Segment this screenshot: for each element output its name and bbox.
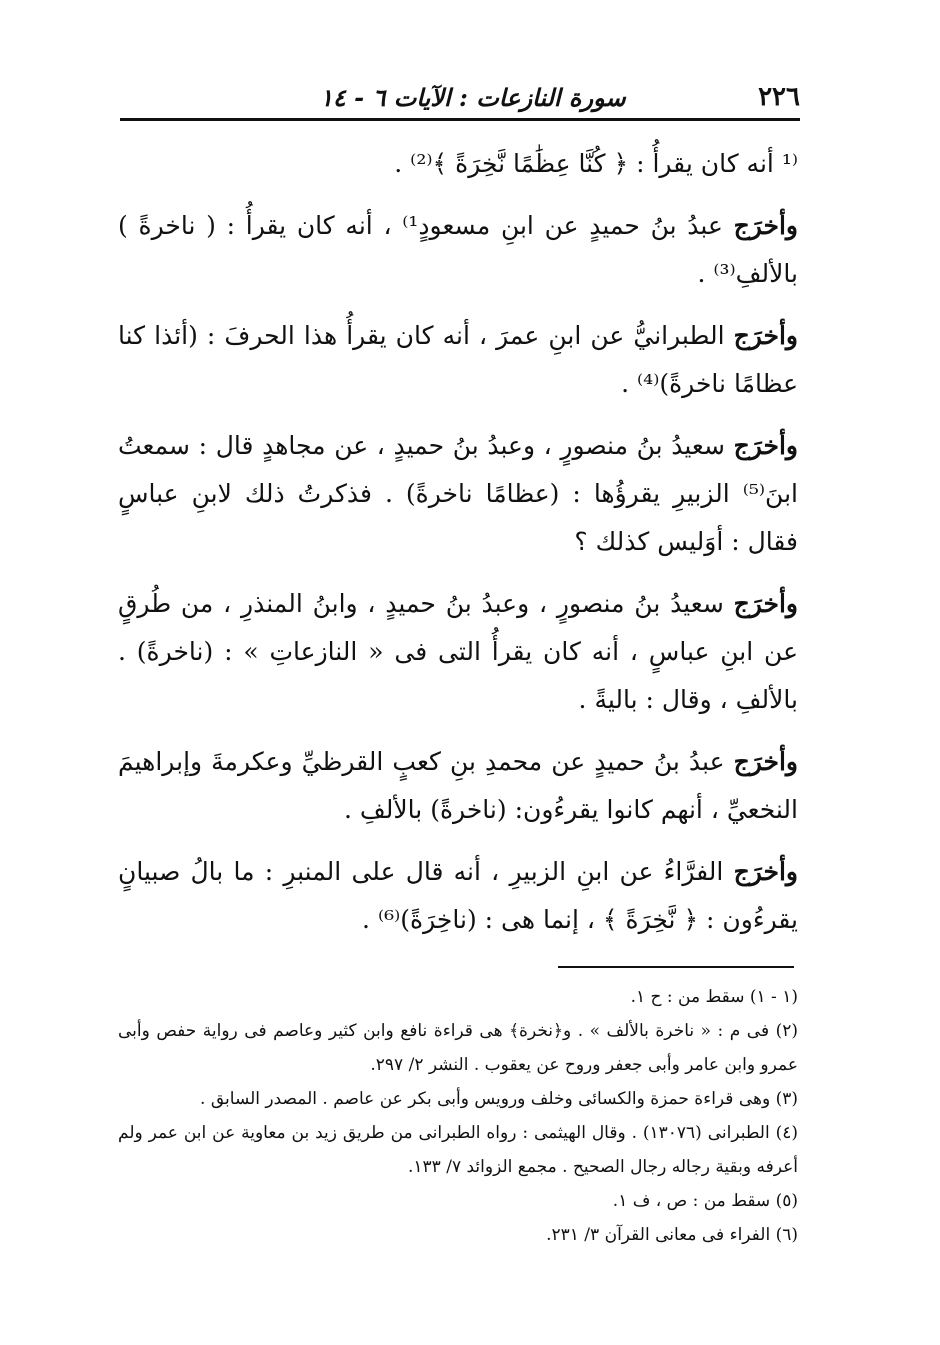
footnote-6: (٦) الفراء فى معانى القرآن ٣/ ٢٣١.	[546, 1225, 798, 1245]
footnote-5: (٥) سقط من : ص ، ف ١.	[612, 1191, 798, 1211]
footnote-1: (١ - ١) سقط من : ح ١.	[630, 987, 798, 1007]
paragraph-text: الطبرانيُّ عن ابنِ عمرَ ، أنه كان يقرأُ هذا الحرفَ : (أئذا كنا عظامًا ناخرةً)⁽⁴⁾ .	[118, 321, 798, 398]
footnote-2: (٢) فى م : « ناخرة بالألف » . و﴿نخرة﴾ هى قراءة نافع وابن كثير وعاصم فى رواية حفص وأبى عمرو وابن عامر وأبى جعفر وروح عن يعقوب . النشر ٢/ ٢٩٧.	[118, 1021, 798, 1075]
footnotes	[118, 980, 798, 1252]
paragraph-5	[118, 580, 798, 724]
running-title: سورة النازعات : الآيات ٦ - ١٤	[320, 83, 626, 112]
paragraph-3	[118, 312, 798, 408]
paragraph-4	[118, 422, 798, 566]
page-header	[120, 68, 800, 112]
paragraph-text: عبدُ بنُ حميدٍ عن محمدِ بنِ كعبٍ القرظيِّ وعكرمةَ وإبراهيمَ النخعيِّ ، أنهم كانوا يقرءُون: (ناخرةً) بالألفِ .	[118, 747, 798, 824]
paragraph-text: سعيدُ بنُ منصورٍ ، وعبدُ بنُ حميدٍ ، عن مجاهدٍ قال : سمعتُ ابنَ⁽⁵⁾ الزبيرِ يقرؤُها : (عظامًا ناخرةً) . فذكرتُ ذلك لابنِ عباسٍ فقال : أوَليس كذلك ؟	[118, 431, 798, 556]
paragraph-text: سعيدُ بنُ منصورٍ ، وعبدُ بنُ حميدٍ ، وابنُ المنذرِ ، من طُرقٍ عن ابنِ عباسٍ ، أنه كان يقرأُ التى فى « النازعاتِ » : (ناخرةً) . بالألفِ ، وقال : باليةً .	[118, 589, 798, 714]
paragraph-lead: وأخرَج	[733, 589, 798, 618]
paragraph-lead: وأخرَج	[733, 211, 798, 240]
main-text	[118, 140, 798, 958]
footnote-3: (٣) وهى قراءة حمزة والكسائى وخلف ورويس وأبى بكر عن عاصم . المصدر السابق .	[200, 1089, 798, 1109]
paragraph-text: عبدُ بنُ حميدٍ عن ابنِ مسعودٍ¹⁾ ، أنه كان يقرأُ : ( ناخرةً ) بالألفِ⁽³⁾ .	[118, 211, 798, 288]
footnote-rule	[558, 966, 794, 968]
paragraph-lead: وأخرَج	[733, 747, 798, 776]
header-rule	[120, 118, 800, 121]
paragraph-lead: وأخرَج	[733, 857, 798, 886]
paragraph-text: ⁽¹ أنه كان يقرأُ : ﴿ كُنَّا عِظَٰمًا نَّخِرَةً ﴾⁽²⁾ .	[394, 149, 798, 178]
paragraph-2	[118, 202, 798, 298]
paragraph-6	[118, 738, 798, 834]
paragraph-lead: وأخرَج	[733, 431, 798, 460]
paragraph-lead: وأخرَج	[733, 321, 798, 350]
paragraph-text: الفرَّاءُ عن ابنِ الزبيرِ ، أنه قال على المنبرِ : ما بالُ صبيانٍ يقرءُون : ﴿ نَّخِرَةً ﴾ ، إنما هى : (ناخِرَةً)⁽⁶⁾ .	[118, 857, 798, 934]
footnote-4: (٤) الطبرانى (١٣٠٧٦) . وقال الهيثمى : رواه الطبرانى من طريق زيد بن معاوية عن ابن عمر ولم أعرفه وبقية رجاله رجال الصحيح . مجمع الزوائد ٧/ ١٣٣.	[118, 1123, 798, 1177]
paragraph-1	[118, 140, 798, 188]
page-number: ٢٢٦	[758, 82, 800, 112]
paragraph-7	[118, 848, 798, 944]
